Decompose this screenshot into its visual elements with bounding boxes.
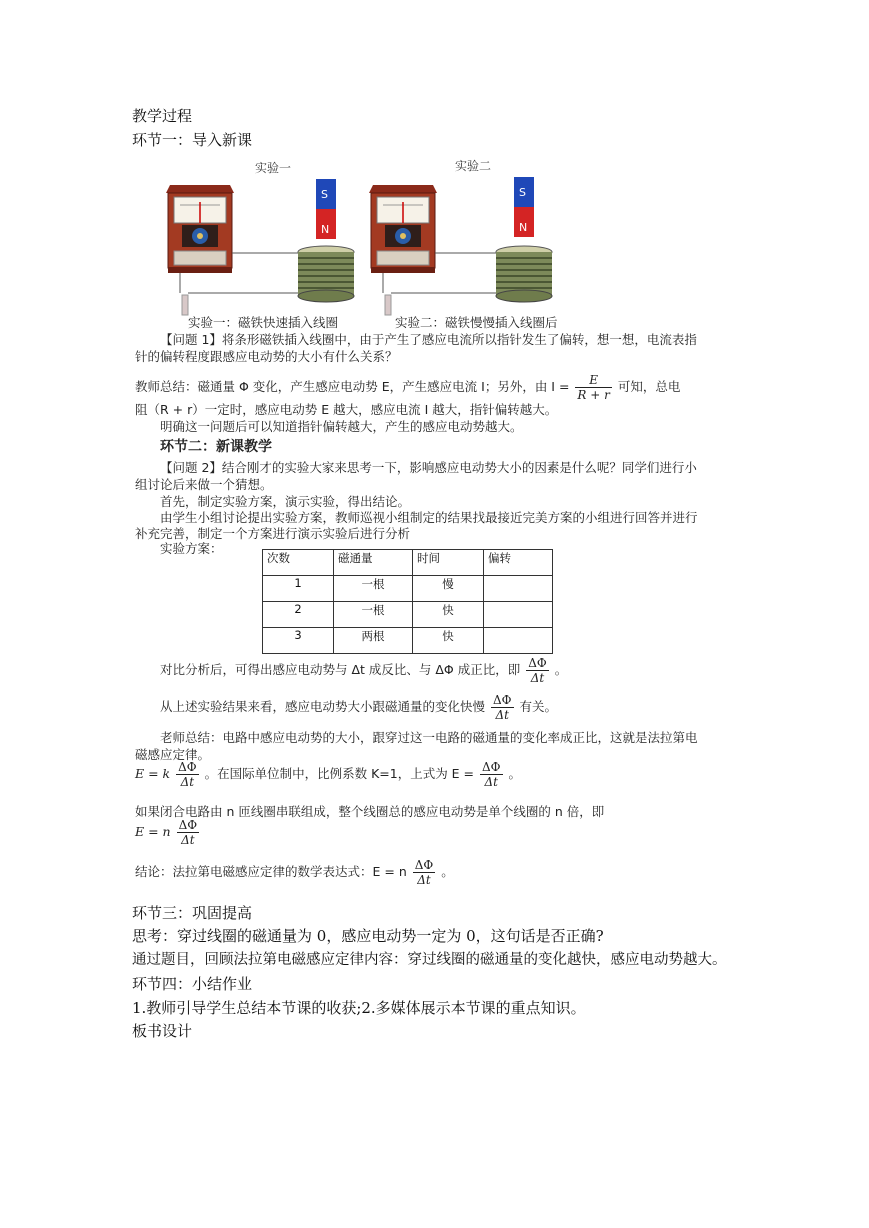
table-cell: 快	[413, 602, 484, 628]
step-2-line-1: 由学生小组讨论提出实验方案，教师巡视小组制定的结果找最接近完美方案的小组进行回答并进行	[160, 510, 698, 525]
table-cell	[484, 602, 553, 628]
galvanometer-2	[369, 185, 437, 273]
table-header: 次数	[263, 550, 334, 576]
table-cell: 3	[263, 628, 334, 654]
svg-text:S: S	[321, 188, 328, 201]
section-heading-3: 环节三：巩固提高	[132, 904, 253, 922]
coil-2	[496, 246, 552, 302]
svg-text:S: S	[519, 186, 526, 199]
teacher-summary-1: 教师总结：磁通量 Φ 变化，产生感应电动势 E，产生感应电流 I；另外，由 I = $\frac{E}{R + r}$ 可知，总电	[135, 373, 681, 402]
question-1-line-1: 【问题 1】将条形磁铁插入线圈中，由于产生了感应电流所以指针发生了偏转，想一想，电流表指	[160, 332, 697, 347]
teacher-summary-1-line-3: 明确这一问题后可以知道指针偏转越大，产生的感应电动势越大。	[160, 419, 523, 434]
experiment-plan-table	[262, 549, 553, 654]
table-row	[263, 628, 553, 654]
table-header: 磁通量	[334, 550, 413, 576]
board-design-heading: 板书设计	[132, 1022, 193, 1040]
table-cell: 2	[263, 602, 334, 628]
review-text: 通过题目，回顾法拉第电磁感应定律内容：穿过线圈的磁通量的变化越快，感应电动势越大。	[132, 952, 727, 968]
magnet-2	[514, 177, 534, 237]
svg-text:N: N	[519, 221, 528, 234]
thinking-question: 思考：穿过线圈的磁通量为 0，感应电动势一定为 0，这句话是否正确?	[132, 927, 604, 945]
step-1: 首先，制定实验方案，演示实验，得出结论。	[160, 494, 411, 509]
section-heading-2: 环节二：新课教学	[160, 439, 272, 455]
svg-text:N: N	[321, 223, 330, 236]
exp1-title: 实验一	[255, 161, 292, 175]
table-header-row	[263, 550, 553, 576]
table-cell	[484, 628, 553, 654]
page-title: 教学过程	[132, 107, 193, 125]
analysis-line: 对比分析后，可得出感应电动势与 Δt 成反比、与 ΔΦ 成正比，即 $\frac{\Delta\Phi}{\Delta t}$ 。	[160, 656, 568, 685]
teacher-summary-1-line-2: 阻（R + r）一定时，感应电动势 E 越大，感应电流 I 越大，指针偏转越大。	[135, 402, 558, 417]
formula-line-2: E = n $\frac{\Delta\Phi}{\Delta t}$	[135, 818, 198, 847]
fraction-dphi-dt: $\frac{\Delta\Phi}{\Delta t}$	[414, 858, 434, 887]
table-row	[263, 576, 553, 602]
table-cell: 一根	[334, 602, 413, 628]
question-1-line-2: 针的偏转程度跟感应电动势的大小有什么关系？	[135, 349, 398, 364]
plan-label: 实验方案：	[160, 541, 223, 556]
table-header: 时间	[413, 550, 484, 576]
magnet-1	[316, 179, 336, 239]
fraction-dphi-dt: $\frac{\Delta\Phi}{\Delta t}$	[493, 693, 512, 722]
fraction-dphi-dt: $\frac{\Delta\Phi}{\Delta t}$	[178, 760, 197, 789]
figure-caption-1: 实验一：磁铁快速插入线圈	[188, 315, 339, 330]
table-header: 偏转	[484, 550, 553, 576]
homework-text: 1.教师引导学生总结本节课的收获;2.多媒体展示本节课的重点知识。	[132, 999, 586, 1017]
galvanometer-1	[166, 185, 234, 273]
fraction-e-over-r: $\frac{E}{R + r}$	[577, 373, 610, 402]
coil-1	[298, 246, 354, 302]
fraction-dphi-dt: $\frac{\Delta\Phi}{\Delta t}$	[528, 656, 547, 685]
table-cell: 一根	[334, 576, 413, 602]
result-line: 从上述实验结果来看，感应电动势大小跟磁通量的变化快慢 $\frac{\Delta\Phi}{\Delta t}$ 有关。	[160, 693, 558, 722]
question-2-line-2: 组讨论后来做一个猜想。	[135, 477, 273, 492]
section-heading-1: 环节一：导入新课	[132, 131, 253, 149]
step-2-line-2: 补充完善，制定一个方案进行演示实验后进行分析	[135, 526, 411, 541]
table-cell	[484, 576, 553, 602]
fraction-dphi-dt: $\frac{\Delta\Phi}{\Delta t}$	[178, 818, 198, 847]
table-cell: 快	[413, 628, 484, 654]
figure-caption-2: 实验二：磁铁慢慢插入线圈后	[395, 315, 558, 330]
formula-line-1: E = k $\frac{\Delta\Phi}{\Delta t}$ 。在国际单位制中，比例系数 K=1，上式为 E = $\frac{\Delta\Phi}{\Delta t}$ 。	[135, 760, 522, 789]
fraction-dphi-dt: $\frac{\Delta\Phi}{\Delta t}$	[482, 760, 501, 789]
table-cell: 慢	[413, 576, 484, 602]
table-row	[263, 602, 553, 628]
teacher-summary-2-line-2: 磁感应定律。	[135, 747, 211, 762]
exp2-title: 实验二	[455, 159, 492, 173]
table-cell: 两根	[334, 628, 413, 654]
n-coils-line: 如果闭合电路由 n 匝线圈串联组成，整个线圈总的感应电动势是单个线圈的 n 倍，即	[135, 804, 605, 819]
conclusion-line: 结论：法拉第电磁感应定律的数学表达式：E = n $\frac{\Delta\Phi}{\Delta t}$ 。	[135, 858, 454, 887]
table-cell: 1	[263, 576, 334, 602]
question-2-line-1: 【问题 2】结合刚才的实验大家来思考一下，影响感应电动势大小的因素是什么呢？同学们进行小	[160, 460, 697, 475]
section-heading-4: 环节四：小结作业	[132, 975, 253, 993]
teacher-summary-2-line-1: 老师总结：电路中感应电动势的大小，跟穿过这一电路的磁通量的变化率成正比，这就是法拉第电	[160, 730, 698, 745]
